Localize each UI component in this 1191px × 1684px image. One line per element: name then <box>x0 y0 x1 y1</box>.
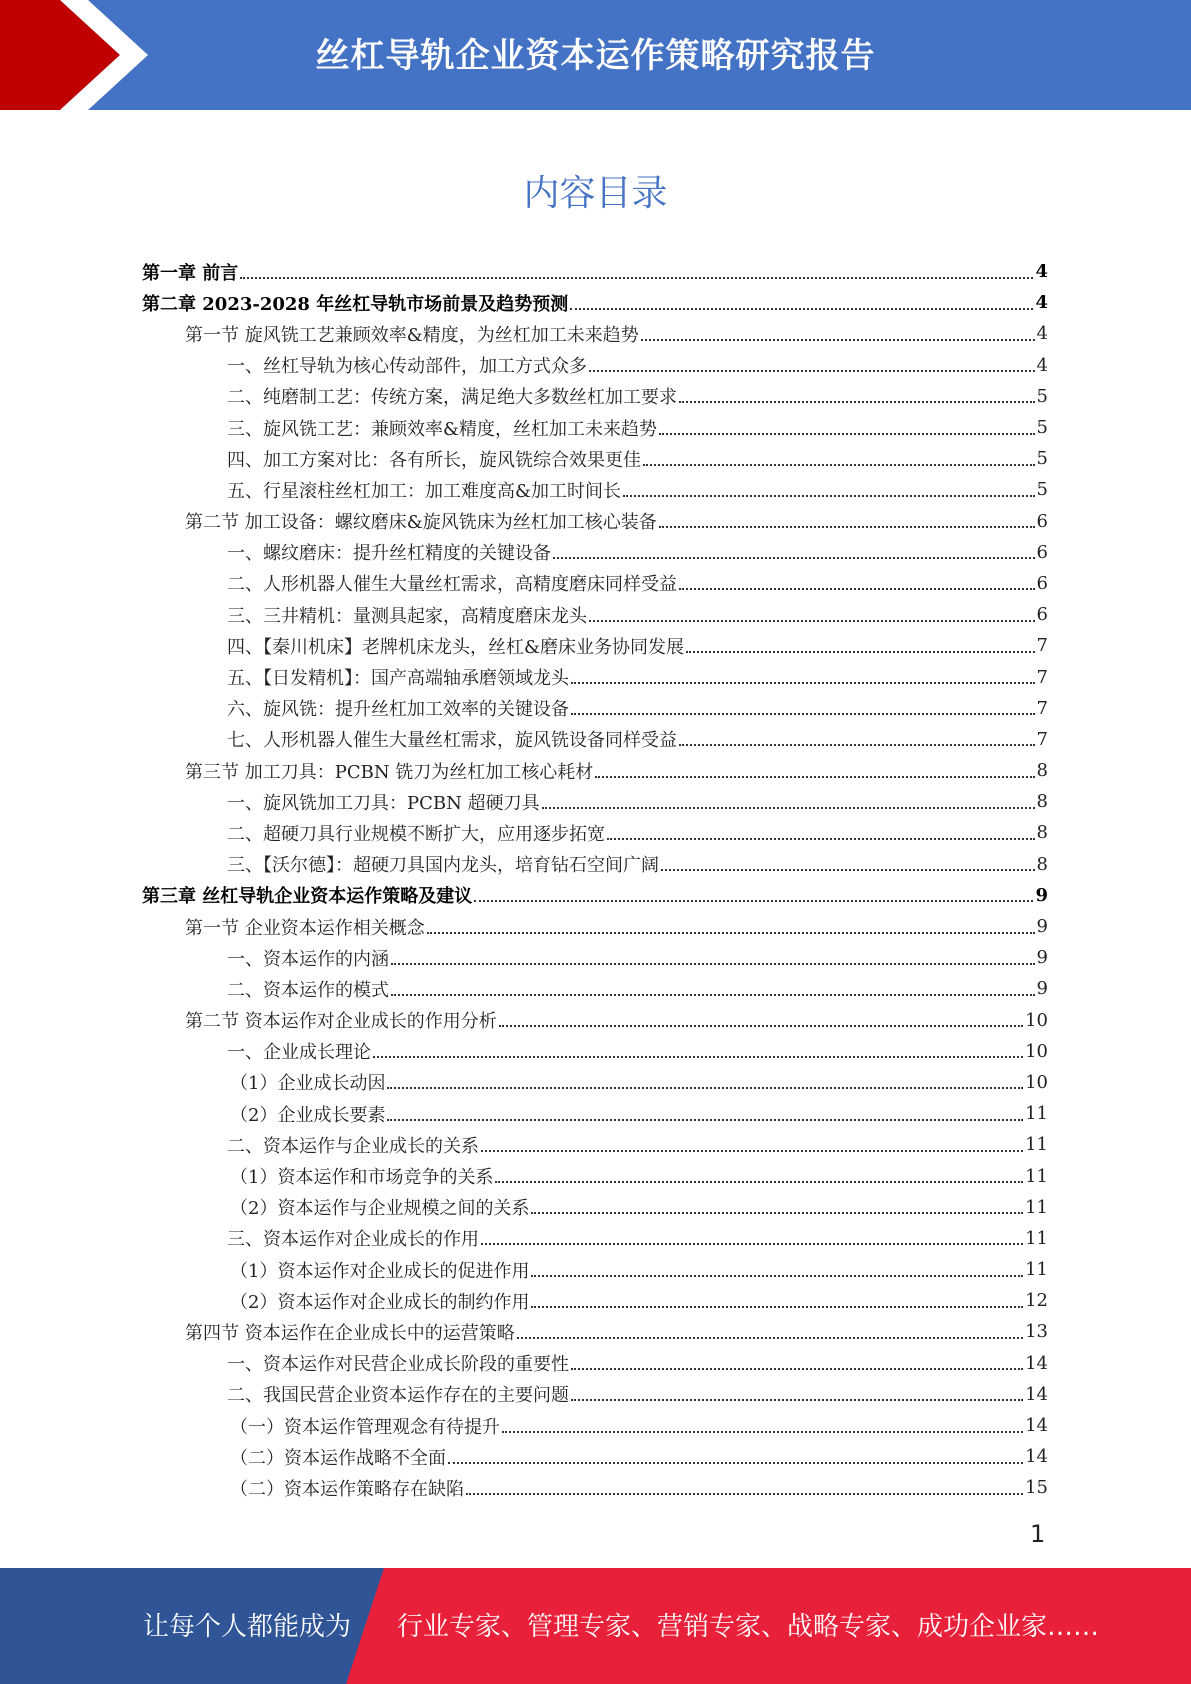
toc-leader-dots <box>466 1473 1023 1495</box>
toc-entry[interactable] <box>142 1192 1048 1223</box>
toc-leader-dots <box>679 724 1035 746</box>
toc-entry-page: 10 <box>1025 1009 1048 1031</box>
toc-leader-dots <box>571 1348 1023 1370</box>
toc-entry[interactable] <box>142 474 1048 505</box>
toc-entry-label: 第三节 加工刀具：PCBN 铣刀为丝杠加工核心耗材 <box>185 761 594 783</box>
toc-leader-dots <box>387 1067 1023 1089</box>
toc-entry[interactable] <box>142 1441 1048 1472</box>
toc-entry-page: 9 <box>1035 884 1048 906</box>
toc-entry[interactable] <box>142 1316 1048 1347</box>
toc-leader-dots <box>659 413 1035 435</box>
toc-entry-label: 七、人形机器人催生大量丝杠需求，旋风铣设备同样受益 <box>227 730 677 752</box>
toc-entry-page: 5 <box>1036 385 1048 407</box>
toc-entry-label: 第二章 2023-2028 年丝杠导轨市场前景及趋势预测 <box>142 293 569 315</box>
toc-entry-page: 6 <box>1036 541 1048 563</box>
toc-entry-label: 一、旋风铣加工刀具：PCBN 超硬刀具 <box>227 792 540 814</box>
toc-entry[interactable] <box>142 287 1048 318</box>
toc-leader-dots <box>517 1317 1023 1339</box>
toc-entry-label: 二、纯磨制工艺：传统方案，满足绝大多数丝杠加工要求 <box>227 387 677 409</box>
toc-leader-dots <box>427 912 1035 934</box>
toc-leader-dots <box>679 381 1035 403</box>
toc-entry[interactable] <box>142 1410 1048 1441</box>
toc-entry-label: 四、【秦川机床】老牌机床龙头，丝杠&磨床业务协同发展 <box>227 636 685 658</box>
toc-entry-label: 第一节 企业资本运作相关概念 <box>185 917 425 939</box>
toc-entry[interactable] <box>142 630 1048 661</box>
toc-entry[interactable] <box>142 506 1048 537</box>
toc-leader-dots <box>542 787 1035 809</box>
header-banner <box>0 0 1191 110</box>
toc-entry-page: 7 <box>1036 635 1048 657</box>
toc-leader-dots <box>589 600 1035 622</box>
toc-entry[interactable] <box>142 911 1048 942</box>
toc-leader-dots <box>391 974 1035 996</box>
toc-leader-dots <box>531 1286 1023 1308</box>
toc-entry[interactable] <box>142 942 1048 973</box>
toc-entry[interactable] <box>142 350 1048 381</box>
toc-entry[interactable] <box>142 1129 1048 1160</box>
toc-entry-page: 8 <box>1036 853 1048 875</box>
toc-leader-dots <box>686 631 1035 653</box>
toc-entry-page: 10 <box>1025 1071 1048 1093</box>
toc-entry-label: 第三章 丝杠导轨企业资本运作策略及建议 <box>142 886 473 908</box>
toc-entry-page: 4 <box>1036 323 1048 345</box>
toc-entry[interactable] <box>142 318 1048 349</box>
toc-leader-dots <box>391 943 1035 965</box>
toc-entry-label: （二）资本运作策略存在缺陷 <box>230 1478 464 1500</box>
toc-leader-dots <box>495 1161 1023 1183</box>
toc-entry[interactable] <box>142 849 1048 880</box>
toc-entry-label: （1）资本运作对企业成长的促进作用 <box>230 1260 530 1282</box>
toc-entry-label: 五、行星滚柱丝杠加工：加工难度高&加工时间长 <box>227 480 622 502</box>
toc-entry-label: 三、资本运作对企业成长的作用 <box>227 1229 479 1251</box>
toc-entry[interactable] <box>142 724 1048 755</box>
toc-entry-label: 第一章 前言 <box>142 262 239 284</box>
toc-entry-page: 8 <box>1036 760 1048 782</box>
toc-entry-label: 一、企业成长理论 <box>227 1042 371 1064</box>
toc-entry-label: 二、超硬刀具行业规模不断扩大，应用逐步拓宽 <box>227 823 605 845</box>
toc-leader-dots <box>570 288 1033 310</box>
toc-entry[interactable] <box>142 568 1048 599</box>
toc-entry[interactable] <box>142 1036 1048 1067</box>
toc-entry-page: 14 <box>1025 1383 1048 1405</box>
toc-entry[interactable] <box>142 880 1048 911</box>
toc-leader-dots <box>661 849 1035 871</box>
toc-entry[interactable] <box>142 1254 1048 1285</box>
page-number: 1 <box>1030 1520 1046 1548</box>
toc-entry-label: （一）资本运作管理观念有待提升 <box>230 1416 500 1438</box>
toc-entry[interactable] <box>142 661 1048 692</box>
toc-entry-page: 11 <box>1025 1259 1048 1281</box>
toc-entry-page: 11 <box>1025 1165 1048 1187</box>
toc-leader-dots <box>499 1005 1023 1027</box>
toc-entry[interactable] <box>142 412 1048 443</box>
toc-leader-dots <box>641 319 1035 341</box>
toc-leader-dots <box>481 1130 1023 1152</box>
toc-entry[interactable] <box>142 1098 1048 1129</box>
toc-leader-dots <box>531 1255 1023 1277</box>
toc-entry-label: 二、我国民营企业资本运作存在的主要问题 <box>227 1385 569 1407</box>
toc-entry[interactable] <box>142 755 1048 786</box>
toc-entry-page: 4 <box>1035 261 1048 283</box>
toc-entry-page: 13 <box>1025 1321 1048 1343</box>
toc-entry-page: 9 <box>1036 947 1048 969</box>
toc-entry[interactable] <box>142 817 1048 848</box>
toc-entry-label: 第二节 资本运作对企业成长的作用分析 <box>185 1011 497 1033</box>
toc-leader-dots <box>387 1099 1023 1121</box>
toc-entry-page: 11 <box>1025 1103 1048 1125</box>
toc-entry-label: 第一节 旋风铣工艺兼顾效率&精度，为丝杠加工未来趋势 <box>185 324 639 346</box>
toc-entry-label: 第二节 加工设备：螺纹磨床&旋风铣床为丝杠加工核心装备 <box>185 512 657 534</box>
toc-entry-page: 7 <box>1036 728 1048 750</box>
toc-entry-page: 14 <box>1025 1352 1048 1374</box>
toc-entry[interactable] <box>142 1223 1048 1254</box>
toc-leader-dots <box>240 257 1033 279</box>
toc-entry-label: （1）企业成长动因 <box>230 1073 386 1095</box>
toc-entry-page: 9 <box>1036 916 1048 938</box>
toc-entry-page: 8 <box>1036 791 1048 813</box>
toc-leader-dots <box>571 693 1035 715</box>
toc-entry-label: 一、资本运作对民营企业成长阶段的重要性 <box>227 1354 569 1376</box>
toc-entry-page: 14 <box>1025 1415 1048 1437</box>
footer-banner <box>0 1568 1191 1684</box>
toc-entry-page: 12 <box>1025 1290 1048 1312</box>
toc-leader-dots <box>623 475 1035 497</box>
toc-entry-label: 一、丝杠导轨为核心传动部件，加工方式众多 <box>227 356 587 378</box>
toc-leader-dots <box>643 444 1035 466</box>
toc-entry-label: （二）资本运作战略不全面 <box>230 1447 446 1469</box>
toc-leader-dots <box>502 1411 1023 1433</box>
toc-leader-dots <box>553 537 1035 559</box>
toc-entry[interactable] <box>142 1005 1048 1036</box>
toc-entry[interactable] <box>142 1379 1048 1410</box>
toc-leader-dots <box>679 568 1035 590</box>
toc-leader-dots <box>448 1442 1023 1464</box>
toc-entry-label: 三、【沃尔德】：超硬刀具国内龙头，培育钻石空间广阔 <box>227 855 659 877</box>
toc-entry-page: 6 <box>1036 604 1048 626</box>
toc-entry-page: 11 <box>1025 1227 1048 1249</box>
footer-slogan-left: 让每个人都能成为 <box>143 1612 352 1642</box>
toc-entry[interactable] <box>142 973 1048 1004</box>
toc-entry[interactable] <box>142 537 1048 568</box>
toc-entry-label: （2）企业成长要素 <box>230 1104 386 1126</box>
toc-entry-label: 二、人形机器人催生大量丝杠需求，高精度磨床同样受益 <box>227 574 677 596</box>
toc-entry[interactable] <box>142 786 1048 817</box>
toc-heading: 内容目录 <box>523 173 668 214</box>
toc-entry-label: 二、资本运作与企业成长的关系 <box>227 1135 479 1157</box>
toc-leader-dots <box>571 1379 1023 1401</box>
toc-entry-label: 三、旋风铣工艺：兼顾效率&精度，丝杠加工未来趋势 <box>227 418 658 440</box>
toc-entry-label: 一、资本运作的内涵 <box>227 948 389 970</box>
toc-entry-page: 8 <box>1036 822 1048 844</box>
toc-entry[interactable] <box>142 1348 1048 1379</box>
toc-entry[interactable] <box>142 1067 1048 1098</box>
toc-entry-label: 第四节 资本运作在企业成长中的运营策略 <box>185 1322 515 1344</box>
toc-leader-dots <box>373 1036 1023 1058</box>
toc-leader-dots <box>474 880 1033 902</box>
toc-entry-page: 4 <box>1035 292 1048 314</box>
toc-entry-page: 4 <box>1036 354 1048 376</box>
toc-entry[interactable] <box>142 256 1048 287</box>
toc-entry-label: 四、加工方案对比：各有所长，旋风铣综合效果更佳 <box>227 449 641 471</box>
footer-slogan-right: 行业专家、管理专家、营销专家、战略专家、成功企业家…… <box>397 1612 1100 1642</box>
report-title: 丝杠导轨企业资本运作策略研究报告 <box>315 36 876 76</box>
toc-entry-page: 6 <box>1036 572 1048 594</box>
toc-leader-dots <box>481 1223 1023 1245</box>
toc-leader-dots <box>659 506 1035 528</box>
toc-entry-page: 11 <box>1025 1196 1048 1218</box>
toc-leader-dots <box>595 756 1034 778</box>
toc-entry[interactable] <box>142 381 1048 412</box>
toc-entry-label: 一、螺纹磨床：提升丝杠精度的关键设备 <box>227 543 551 565</box>
toc-entry[interactable] <box>142 1285 1048 1316</box>
toc-entry-page: 5 <box>1036 448 1048 470</box>
toc-entry-page: 10 <box>1025 1040 1048 1062</box>
toc-entry[interactable] <box>142 1160 1048 1191</box>
toc-leader-dots <box>607 818 1035 840</box>
toc-entry[interactable] <box>142 599 1048 630</box>
toc-entry[interactable] <box>142 1472 1048 1503</box>
toc-entry-label: （2）资本运作对企业成长的制约作用 <box>230 1291 530 1313</box>
toc-leader-dots <box>571 662 1035 684</box>
toc-entry-page: 14 <box>1025 1446 1048 1468</box>
toc-entry-label: 六、旋风铣：提升丝杠加工效率的关键设备 <box>227 699 569 721</box>
toc-entry-page: 5 <box>1036 479 1048 501</box>
toc-entry-page: 6 <box>1036 510 1048 532</box>
toc-entry[interactable] <box>142 443 1048 474</box>
toc-entry-page: 5 <box>1036 417 1048 439</box>
toc-entry-page: 15 <box>1025 1477 1048 1499</box>
toc-entry-label: （2）资本运作与企业规模之间的关系 <box>230 1198 530 1220</box>
toc-entry-page: 7 <box>1036 697 1048 719</box>
toc-leader-dots <box>531 1192 1023 1214</box>
toc-entry-label: 五、【日发精机】：国产高端轴承磨领域龙头 <box>227 668 569 690</box>
toc-entry-label: 二、资本运作的模式 <box>227 979 389 1001</box>
toc-entry-page: 11 <box>1025 1134 1048 1156</box>
toc-entry-label: （1）资本运作和市场竞争的关系 <box>230 1167 494 1189</box>
toc-entry-label: 三、三井精机：量测具起家，高精度磨床龙头 <box>227 605 587 627</box>
toc-leader-dots <box>589 350 1035 372</box>
toc-entry-page: 7 <box>1036 666 1048 688</box>
table-of-contents <box>142 256 1048 1504</box>
toc-entry-page: 9 <box>1036 978 1048 1000</box>
toc-entry[interactable] <box>142 693 1048 724</box>
